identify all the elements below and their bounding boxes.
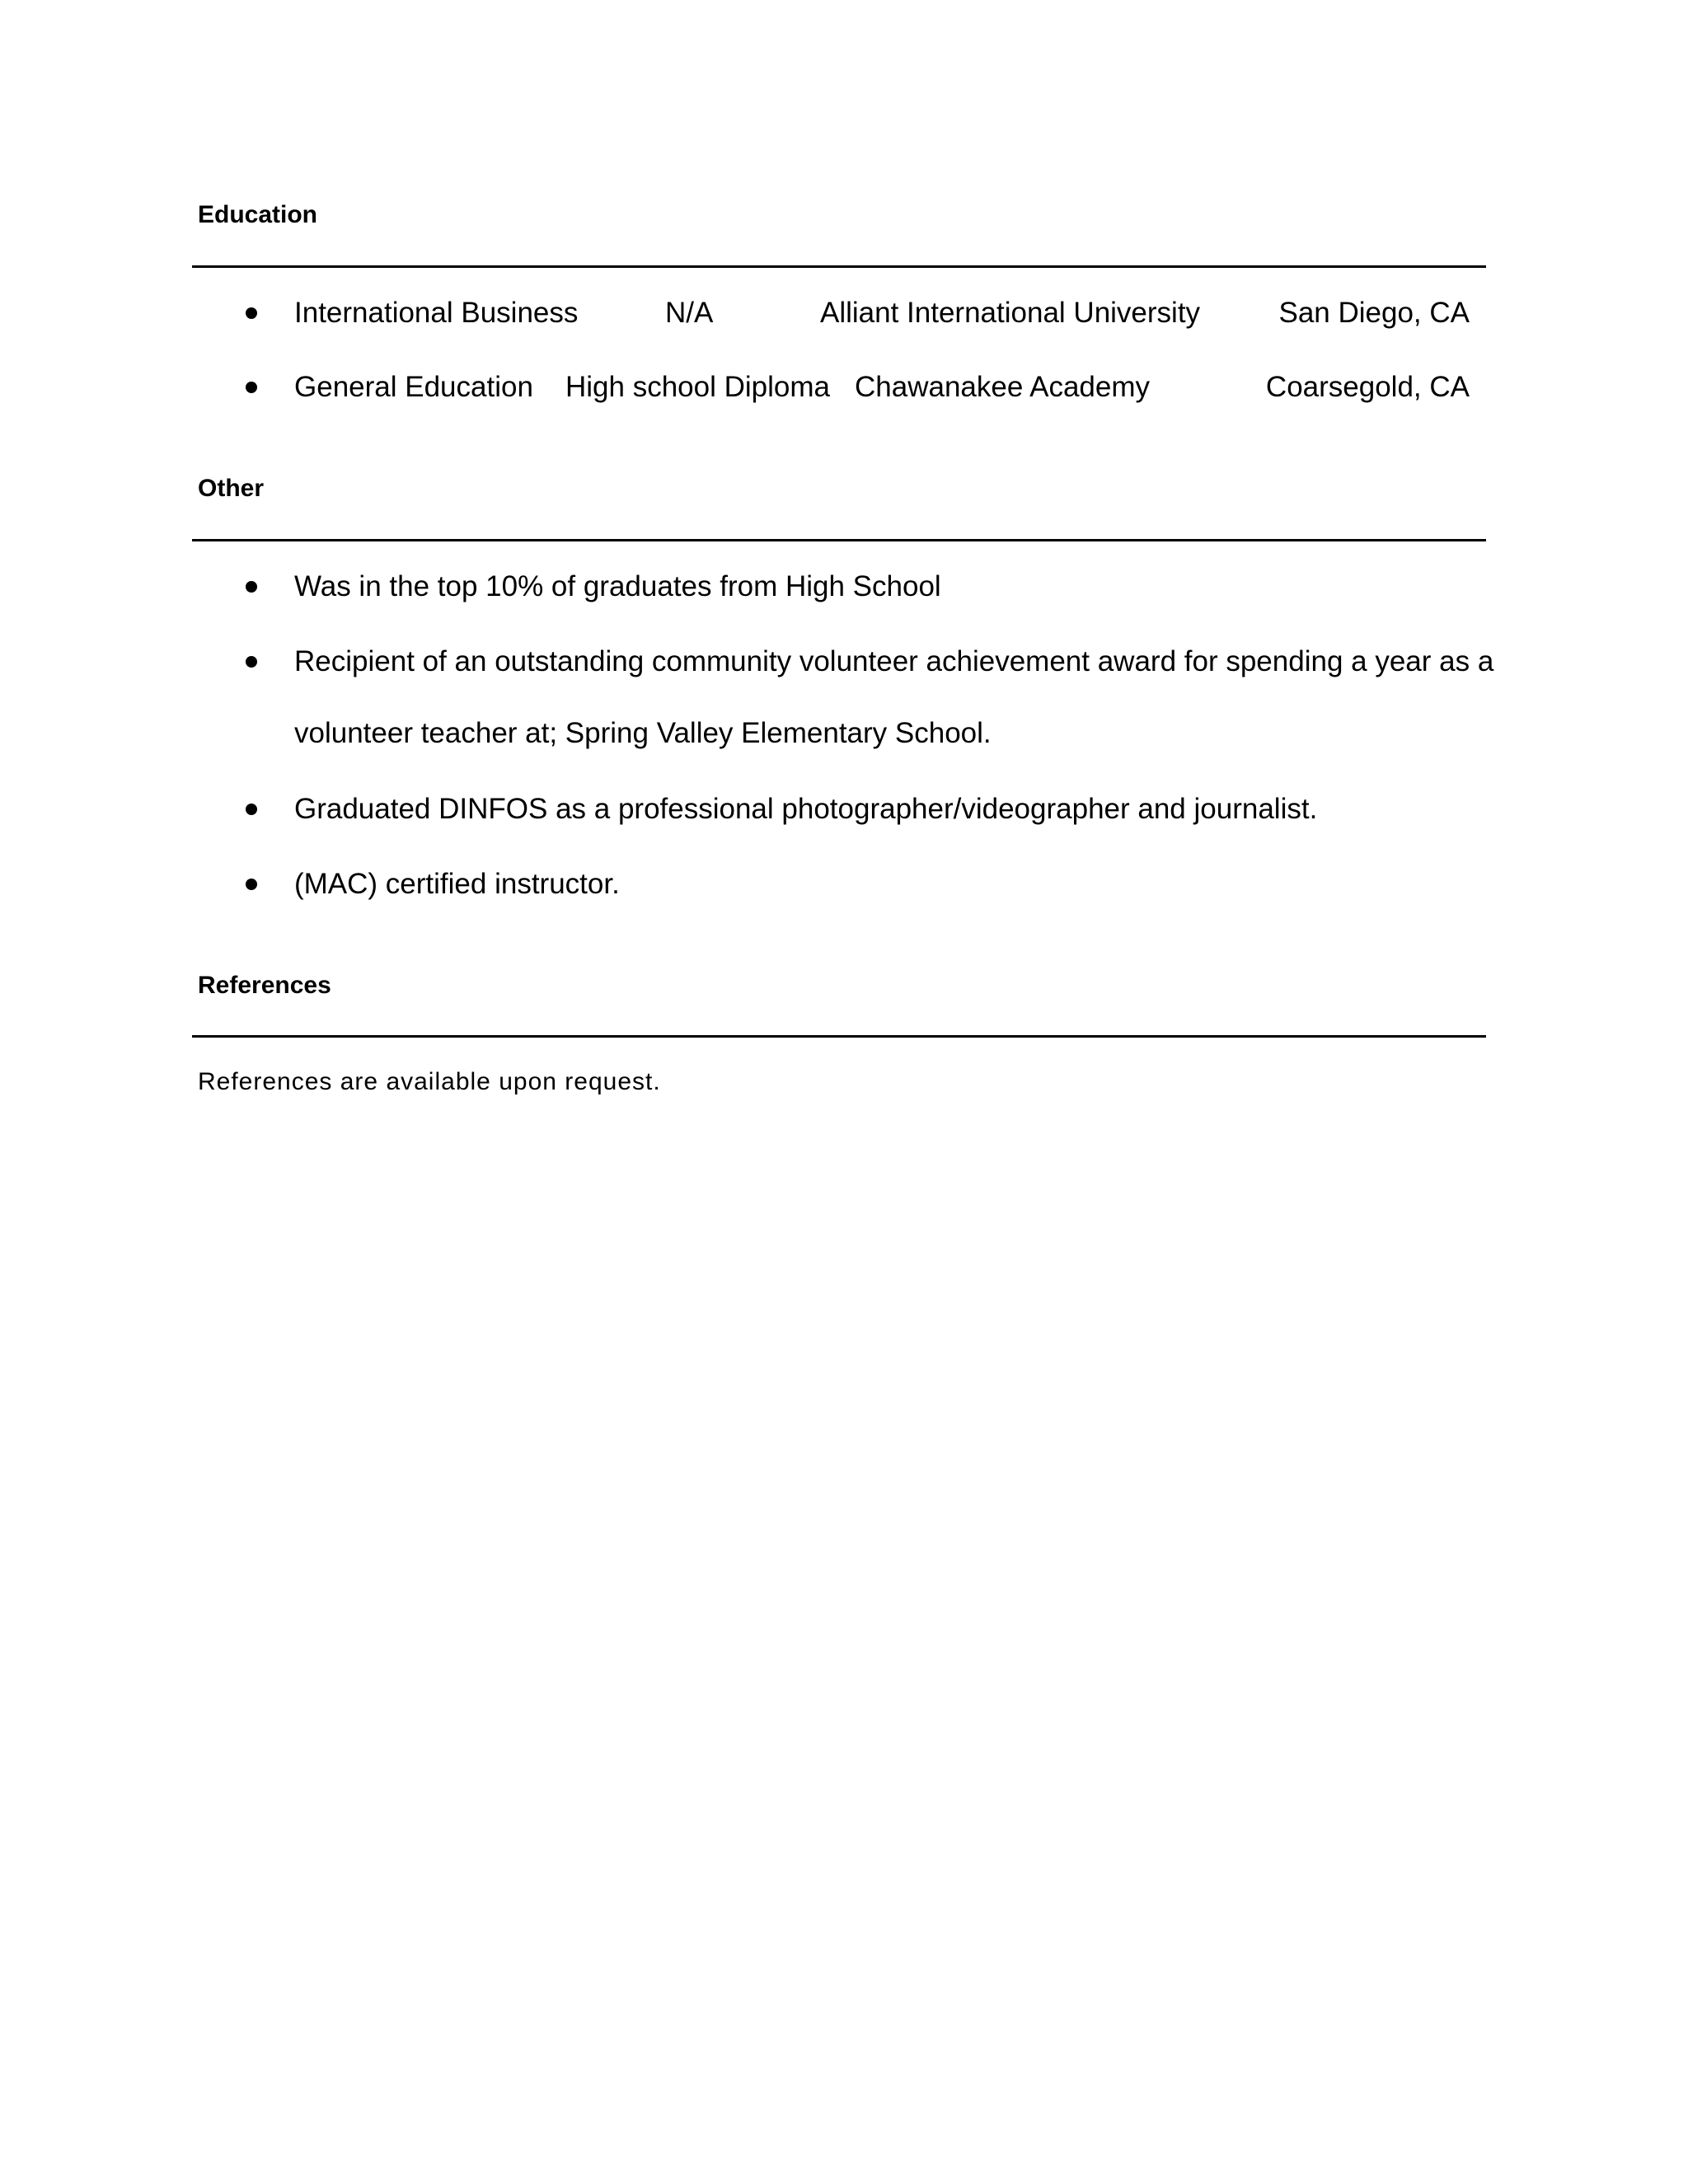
- list-item-text: Graduated DINFOS as a professional photographer/videographer and journalist.: [294, 793, 1318, 825]
- bullet-icon: [246, 382, 257, 393]
- education-degree: N/A: [665, 297, 714, 329]
- references-heading: References: [198, 972, 331, 999]
- references-text: References are available upon request.: [198, 1068, 661, 1095]
- education-location: San Diego, CA: [1278, 297, 1470, 329]
- list-item-text: Recipient of an outstanding community volunteer achievement award for spending a year as a: [294, 645, 1494, 677]
- list-item-text: Was in the top 10% of graduates from High School: [294, 570, 941, 602]
- bullet-icon: [246, 581, 257, 593]
- bullet-icon: [246, 656, 257, 668]
- other-divider: [192, 539, 1486, 541]
- bullet-icon: [246, 804, 257, 815]
- education-field: General Education: [294, 371, 533, 403]
- list-item-text: (MAC) certified instructor.: [294, 868, 620, 900]
- education-school: Alliant International University: [820, 297, 1201, 329]
- references-divider: [192, 1035, 1486, 1038]
- education-divider: [192, 265, 1486, 268]
- education-location: Coarsegold, CA: [1265, 371, 1470, 403]
- education-heading: Education: [198, 201, 318, 228]
- education-school: Chawanakee Academy: [855, 371, 1150, 403]
- education-field: International Business: [294, 297, 579, 329]
- education-degree: High school Diploma: [565, 371, 830, 403]
- other-heading: Other: [198, 475, 265, 502]
- bullet-icon: [246, 879, 257, 890]
- list-item-text-continued: volunteer teacher at; Spring Valley Elementary School.: [294, 717, 992, 749]
- bullet-icon: [246, 307, 257, 319]
